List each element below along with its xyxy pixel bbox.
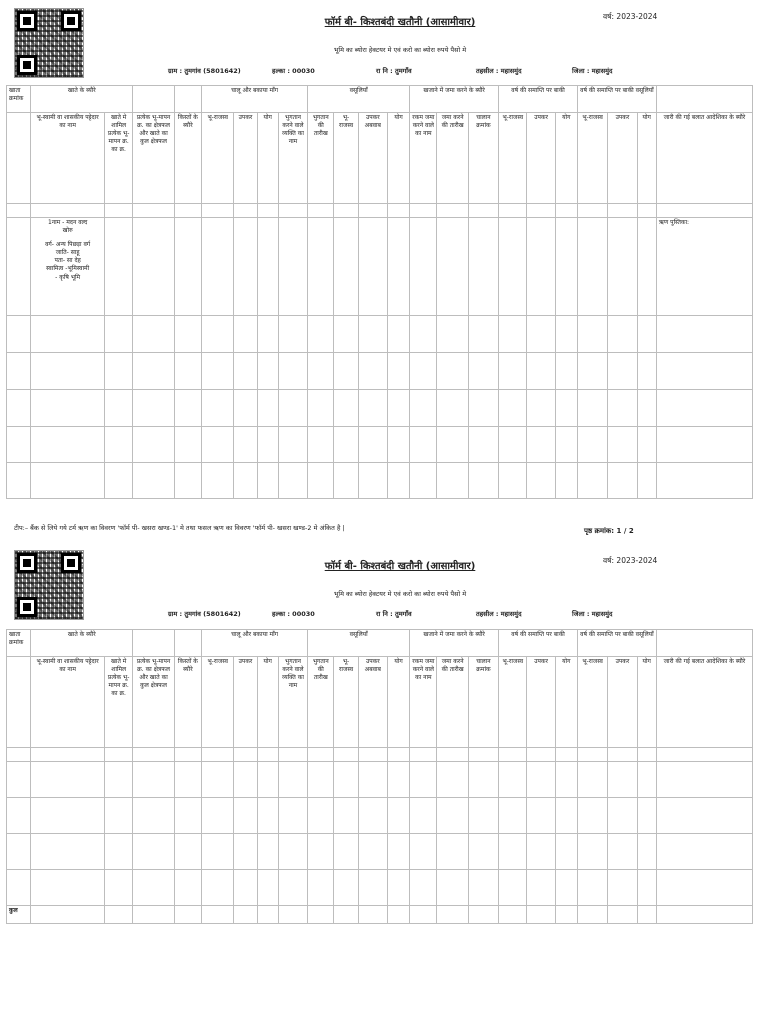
owner-record: [31, 218, 105, 316]
meta-rani: रा नि : तुमगाँव: [376, 610, 412, 618]
col-owner: भू-स्वामी वा शासकीय पट्टेदार का नाम: [31, 657, 105, 748]
col-orders: जारी की गई बलात आदेशिका के ब्यौरे: [656, 657, 752, 748]
table-row: [7, 316, 753, 353]
col-bhurajasva-2: भू-राजस्व: [334, 113, 358, 204]
col-upkar-4: उपकर: [608, 113, 637, 204]
meta-halka: हल्का : 00030: [272, 610, 315, 618]
col-bhurajasva-1: भू-राजस्व: [202, 657, 234, 748]
meta-tehsil: तहसील : महासमुंद: [476, 67, 522, 75]
col-khate-ke-byore: खाते के ब्यौरे: [31, 86, 133, 113]
col-bhurajasva-4: भू-राजस्व: [577, 113, 607, 204]
col-owner: भू-स्वामी वा शासकीय पट्टेदार का नाम: [31, 113, 105, 204]
table-row: [7, 798, 753, 834]
owner-name-line: खोरु: [62, 227, 73, 235]
col-bhurajasva-3: भू-राजस्व: [499, 113, 527, 204]
table-row: [7, 218, 753, 316]
table-row: [7, 748, 753, 762]
col-area: प्रत्येक भू-मापन क्र. का क्षेत्रफल और खाते का कुल क्षेत्रफल: [133, 113, 174, 204]
khatoni-table: [6, 85, 753, 499]
col-upkar-2: उपकर अबवाब: [358, 113, 387, 204]
meta-zila: जिला : महासमुंद: [572, 610, 613, 618]
meta-tehsil: तहसील : महासमुंद: [476, 610, 522, 618]
col-khata-kramank: खाता क्रमांक: [7, 630, 31, 657]
meta-rani: रा नि : तुमगाँव: [376, 67, 412, 75]
col-upkar-3: उपकर: [527, 113, 555, 204]
khatoni-table: [6, 629, 753, 924]
col-yog-4: योग: [637, 113, 656, 204]
table-row: [7, 204, 753, 218]
page-number: पृष्ठ क्रमांक: 1 / 2: [584, 527, 634, 535]
table-row: [7, 463, 753, 499]
meta-gram: ग्राम : तुमगांव (5801642): [168, 67, 241, 75]
qr-code: [14, 550, 84, 620]
col-chalu-bakaya-mang: चालू और बकाया माँग: [202, 630, 308, 657]
col-payer: भुगतान करने वाले व्यक्ति का नाम: [278, 657, 307, 748]
col-amount: रकम जमा करने वाले का नाम: [410, 657, 437, 748]
qr-code: [14, 8, 84, 78]
loan-book: ऋण पुस्तिका:: [656, 218, 752, 316]
col-upkar-2: उपकर अबवाब: [358, 657, 387, 748]
col-bhurajasva-3: भू-राजस्व: [499, 657, 527, 748]
col-orders: जारी की गई बलात आदेशिका के ब्यौरे: [656, 113, 752, 204]
table-row: [7, 834, 753, 870]
col-yog-2: योग: [387, 113, 409, 204]
meta-zila: जिला : महासमुंद: [572, 67, 613, 75]
col-yog-4: योग: [637, 657, 656, 748]
table-row: [7, 870, 753, 906]
col-varsh-samapti-baki: वर्ष की समाप्ति पर बाकी: [499, 86, 578, 113]
table-row: [7, 390, 753, 427]
col-khata-kramank: खाता क्रमांक: [7, 86, 31, 113]
col-khate-shamil: खाते मे शामिल प्रत्येक भू-मापन क्र. का क्र.: [105, 113, 133, 204]
col-depdate: जमा करने की तारीख: [437, 657, 468, 748]
col-upkar-1: उपकर: [234, 113, 257, 204]
subtitle: भूमि का ब्योरा हेक्टयर मे एवं करो का ब्योरा रुपये पैसो मे: [333, 46, 467, 54]
col-depdate: जमा करने की तारीख: [437, 113, 468, 204]
meta-halka: हल्का : 00030: [272, 67, 315, 75]
owner-jati: जाति- साहू: [55, 249, 80, 257]
col-yog-2: योग: [387, 657, 409, 748]
owner-pata: पता- सा देह: [54, 257, 81, 265]
owner-swamitva: स्वामित्व -भूमिस्वामी: [46, 265, 90, 273]
col-yog-1: योग: [257, 657, 278, 748]
col-vasooliyan: वसूलियाँ: [308, 86, 410, 113]
total-row: [7, 906, 753, 924]
table-row: [7, 762, 753, 798]
col-varsh-samapti-vasooliyan: वर्ष की समाप्ति पर बाकी वसूलियाँ: [577, 86, 656, 113]
col-khate-shamil: खाते मे शामिल प्रत्येक भू-मापन क्र. का क्र.: [105, 657, 133, 748]
col-challan: चालान क्रमांक: [468, 113, 498, 204]
col-chalu-bakaya-mang: चालू और बकाया माँग: [202, 86, 308, 113]
table-row: [7, 427, 753, 463]
col-area: प्रत्येक भू-मापन क्र. का क्षेत्रफल और खाते का कुल क्षेत्रफल: [133, 657, 174, 748]
meta-gram: ग्राम : तुमगांव (5801642): [168, 610, 241, 618]
col-yog-1: योग: [257, 113, 278, 204]
col-yog-3: योग: [555, 657, 577, 748]
col-varsh-samapti-vasooliyan: वर्ष की समाप्ति पर बाकी वसूलियाँ: [577, 630, 656, 657]
owner-name-line: 1नाम - मदन वल्द: [47, 219, 88, 226]
col-payer: भुगतान करने वाले व्यक्ति का नाम: [278, 113, 307, 204]
col-bhurajasva-4: भू-राजस्व: [577, 657, 607, 748]
form-title: फॉर्म बी- किश्तबंदी खतौनी (आसामीवार): [324, 561, 476, 572]
col-upkar-3: उपकर: [527, 657, 555, 748]
owner-varg: वर्ग- अन्य पिछड़ा वर्ग: [45, 241, 91, 249]
col-khajane-jama: खजाने में जमा करने के ब्यौरे: [410, 630, 499, 657]
col-amount: रकम जमा करने वाले का नाम: [410, 113, 437, 204]
col-kisht: किस्तों के ब्यौरे: [174, 657, 201, 748]
col-bhurajasva-2: भू-राजस्व: [334, 657, 358, 748]
col-upkar-1: उपकर: [234, 657, 257, 748]
col-vasooliyan: वसूलियाँ: [308, 630, 410, 657]
col-khate-ke-byore: खाते के ब्यौरे: [31, 630, 133, 657]
form-title: फॉर्म बी- किश्तबंदी खतौनी (आसामीवार): [324, 17, 476, 28]
col-upkar-4: उपकर: [608, 657, 637, 748]
col-varsh-samapti-baki: वर्ष की समाप्ति पर बाकी: [499, 630, 578, 657]
year: वर्ष: 2023-2024: [603, 12, 658, 21]
col-paydate: भुगतान की तारीख: [308, 113, 334, 204]
owner-bhoomi: - कृषि भूमि: [55, 273, 81, 281]
footnote: टीप:– बैंक से लिये गये टर्म ऋण का विवरण 'फॉर्म पी- खसरा खण्ड-1' मे तथा फसल ऋण का विवरण 'फॉर्म पी- खसरा खण्ड-2 मे अंकित है |: [14, 524, 345, 532]
col-yog-3: योग: [555, 113, 577, 204]
col-khajane-jama: खजाने में जमा करने के ब्यौरे: [410, 86, 499, 113]
table-row: [7, 353, 753, 390]
year: वर्ष: 2023-2024: [603, 556, 658, 565]
col-bhurajasva-1: भू-राजस्व: [202, 113, 234, 204]
subtitle: भूमि का ब्योरा हेक्टयर मे एवं करो का ब्योरा रुपये पैसो मे: [333, 590, 467, 598]
total-label: कुल: [7, 906, 31, 924]
col-challan: चालान क्रमांक: [468, 657, 498, 748]
col-kisht: किस्तों के ब्यौरे: [174, 113, 201, 204]
col-paydate: भुगतान की तारीख: [308, 657, 334, 748]
